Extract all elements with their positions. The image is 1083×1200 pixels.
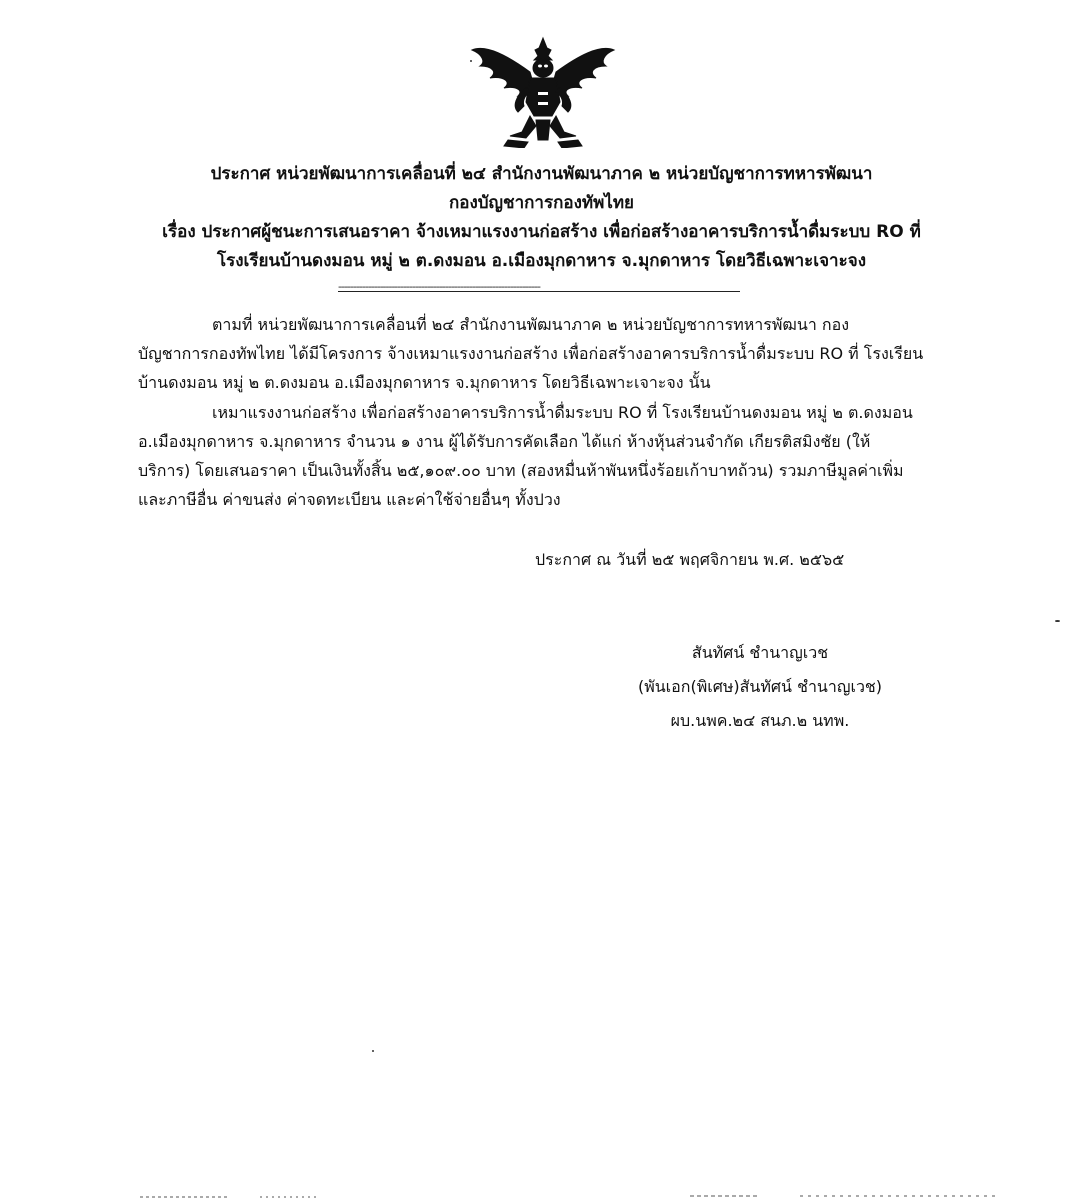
announcement-heading	[60, 160, 1023, 276]
scan-speck	[470, 60, 472, 62]
scan-bottom-edge	[0, 1192, 1083, 1200]
scan-speck	[372, 1050, 374, 1052]
signer-name: สันทัศน์ ชำนาญเวช	[691, 643, 829, 662]
subject-line-2: โรงเรียนบ้านดงมอน หมู่ ๒ ต.ดงมอน อ.เมืองมุกดาหาร จ.มุกดาหาร โดยวิธีเฉพาะเจาะจง	[216, 251, 866, 271]
paragraph-1-line-1: ตามที่ หน่วยพัฒนาการเคลื่อนที่ ๒๔ สำนักงานพัฒนาภาค ๒ หน่วยบัญชาการทหารพัฒนา กอง	[212, 315, 849, 334]
paragraph-1-line-2: บัญชาการกองทัพไทย ได้มีโครงการ จ้างเหมาแรงงานก่อสร้าง เพื่อก่อสร้างอาคารบริการน้ำดื่มระบบ RO ที่ โรงเรียน	[138, 344, 924, 363]
subject-line-1: เรื่อง ประกาศผู้ชนะการเสนอราคา จ้างเหมาแรงงานก่อสร้าง เพื่อก่อสร้างอาคารบริการน้ำดื่มระบบ RO ที่	[162, 222, 921, 242]
signature-block	[570, 636, 950, 738]
scan-speck	[1055, 620, 1060, 622]
paragraph-2-line-3: บริการ) โดยเสนอราคา เป็นเงินทั้งสิ้น ๒๕,๑๐๙.๐๐ บาท (สองหมื่นห้าพันหนึ่งร้อยเก้าบาทถ้วน) รวมภาษีมูลค่าเพิ่ม	[138, 461, 904, 480]
announcement-date: ประกาศ ณ วันที่ ๒๕ พฤศจิกายน พ.ศ. ๒๕๖๕	[535, 550, 845, 569]
heading-line-2: กองบัญชาการกองทัพไทย	[448, 193, 635, 213]
paragraph-1-line-3: บ้านดงมอน หมู่ ๒ ต.ดงมอน อ.เมืองมุกดาหาร จ.มุกดาหาร โดยวิธีเฉพาะเจาะจง นั้น	[138, 373, 711, 392]
garuda-emblem-icon	[468, 36, 618, 148]
body-paragraph-2	[138, 398, 978, 514]
heading-line-1: ประกาศ หน่วยพัฒนาการเคลื่อนที่ ๒๔ สำนักงานพัฒนาภาค ๒ หน่วยบัญชาการทหารพัฒนา	[210, 164, 873, 184]
heading-separator-text: --------------------------------------------------------------------	[338, 280, 540, 293]
body-paragraph-1	[138, 310, 978, 397]
paragraph-2-line-2: อ.เมืองมุกดาหาร จ.มุกดาหาร จำนวน ๑ งาน ผู้ได้รับการคัดเลือก ได้แก่ ห้างหุ้นส่วนจำกัด เกียรติสมิงชัย (ให้	[138, 432, 871, 451]
signer-position: ผบ.นพค.๒๔ สนภ.๒ นทพ.	[670, 711, 850, 730]
signer-full-name: (พันเอก(พิเศษ)สันทัศน์ ชำนาญเวช)	[637, 677, 883, 696]
paragraph-2-line-4: และภาษีอื่น ค่าขนส่ง ค่าจดทะเบียน และค่าใช้จ่ายอื่นๆ ทั้งปวง	[138, 490, 561, 509]
paragraph-2-line-1: เหมาแรงงานก่อสร้าง เพื่อก่อสร้างอาคารบริการน้ำดื่มระบบ RO ที่ โรงเรียนบ้านดงมอน หมู่ ๒ ต.ดงมอน	[212, 403, 913, 422]
